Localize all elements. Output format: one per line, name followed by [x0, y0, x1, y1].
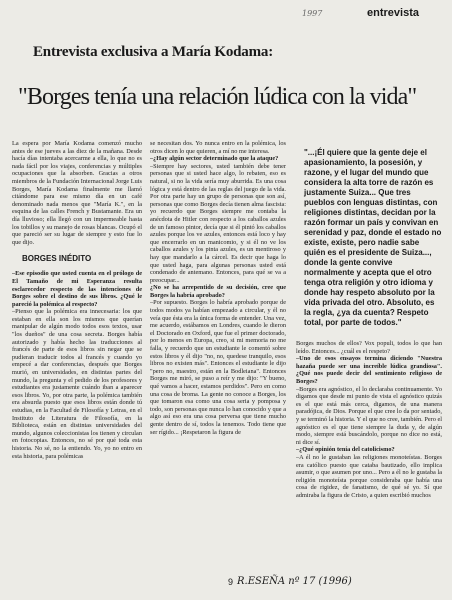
interview-answer: –Pienso que la polémica era innecesaria: los que estaban en ella son los mismos que querían manipular de algún modo todos esos textos, usar "los dueños" de una cosa secreta. Borges había autorizado y había hecho las traducciones al francés de parte de esos libros sin negar que se pudieran traducir todos al francés y cuando yo empecé a dar conferencias, después que Borges murió, en universidades, en distintas partes del mundo, la pregunta y el pedido de los profesores y estudiantes era justamente cuándo iban a aparecer esos libros. Yo, por otra parte, la polémica también era absurda puesto que esos libros están donde tú estudias, en la Facultad de Filosofía y Letras, en el Instituto de Literatura de Filosofía, en la Biblioteca, están en distintas universidades del mundo, algunos coleccionistas los tienen y circulan en fotocopias. Entonces, no sé por qué toda esta historia. No sé, no la entiendo. Yo, yo no entro en esta historia, para polémicas [12, 308, 142, 460]
interview-question: –Uno de esos ensayos termina diciendo "Nuestra hazaña puede ser una increíble lúdica grandiosa". ¿Qué nos puede decir del sentimiento religioso de Borges? [296, 355, 442, 385]
headline: "Borges tenía una relación lúdica con la vida" [18, 84, 417, 110]
interview-answer: –Borges era agnóstico, el lo declaraba continuamente. Yo digamos que desde mi punto de vista el agnóstico quizás es el que está más cerca, digamos, de una manera paradójica, de Dios. Porque el que cree lo da por sentado, y se terminó la historia. Y el que no cree, también. Pero el agnóstico es el que tiene siempre la duda y, de algún modo, siempre está buscándolo, porque no dice no está, ni dice sí. [296, 385, 442, 446]
interview-answer: –Siempre hay sectores, usted también debe tener personas que si usted hace algo, lo rebaten, eso es natural, si no la vida sería muy aburrida. Es una cosa lógica y está dentro de las reglas del juego de la vida. Por otra parte hay un grupo de personas que son así, personas que como Borges decía tienen alma fascista: yo recuerdo que Borges siempre me contaba la anécdota de Hitler con respecto a los caballos azules de un famoso pintor, decía que si él pintó los caballos azules porque los ve azules, entonces está loco y hay que encerrarlo en un manicomio, y si él no ve los caballos azules y los pinta azules, es un mentiroso y hay que mandarlo a la cárcel. Es decir que haga lo que usted haga, para algunas personas usted está condenado de antemano. Entonces, para qué se va a preocupar... [150, 162, 286, 284]
subheading: BORGES INÉDITO [22, 254, 92, 264]
interview-question: –¿Hay algún sector determinado que la ataque? [150, 155, 279, 163]
page-number: 9 [228, 577, 234, 587]
interview-question: ¿No se ha arrepentido de su decisión, cree que Borges la habría aprobado? [150, 284, 286, 299]
article-column-3 [296, 140, 442, 585]
interview-answer: Borges muchos de ellos? Vox populi, todos lo que han leído. Entonces... ¿cuál es el respeto? [296, 340, 442, 355]
article-column-2 [150, 140, 286, 585]
section-label: entrevista [367, 7, 419, 19]
interview-question: –Ese episodio que usted cuenta en el prólogo de El Tamaño de mi Esperanza resulta esclarecedor respecto de las intenciones de Borges sobre el destino de sus libros. ¿Qué le pareció la polémica al respecto? [12, 270, 142, 308]
interview-answer: –Por supuesto. Borges lo habría aprobado porque de todos modos ya habían empezado a circular, y él no veía que ésta era la única forma de entender. Una vez, me acuerdo, estábamos en Londres, cuando le dieron el Doctorado en Oxford, que fue el primer doctorado, por lo menos en Europa, creo, si mi memoria no me falla, y recuerdo que un estudiante le comentó sobre estos libros y él dijo "no, no, quedese tranquilo, esos libros no existen más". Entonces el estudiante le dijo "pero no, maestro, están en la Bodleiana". Entonces Borges me miró, se puso a reír y me dijo: "Y bueno, qué vamos a hacer, estamos perdidos". Pero en como una cosa de broma. La gente no conoce a Borges, los que tomaron esa como una cosa seria y pomposa y todo, son personas que nunca lo han conocido y que a algo así eso era una cosa perversa que tiene mucho gente dentro de sí, todos la tenemos. Todo tiene que ser rígido... ¡Respetaron la figura de [150, 299, 286, 436]
handwritten-year-note: 1997 [302, 9, 323, 18]
interview-question: –¿Qué opinión tenía del catolicismo? [296, 446, 395, 454]
article-column-1 [12, 140, 142, 585]
interview-answer: se necesitan dos. Yo nunca entro en la polémica, los otros dicen lo que quieren, a mí no me interesa. [150, 140, 286, 155]
interview-answer: –A él no le gustaban las religiones monoteístas. Borges era católico puesto que cataba bautizado, ello implica asumir, o que asumen por uno... Pero a él no le gustaba la religión monoteísta porque consideraba que había una cosa de rigidez, de fanatismo, de qué sé yo. Sí que admiraba la figura de Cristo, a quien escribió muchos [296, 453, 442, 499]
pull-quote: "...¡Él quiere que la gente deje el apasionamiento, la posesión, y razone, y el lugar del mundo que considera la alta torre de razón es justamente Suiza... Que tres pueblos con lenguas distintas, con religiones distintas, decidan por la razón formar un país y convivan en serenidad y paz, donde el estado no existe, existe, pero nadie sabe quién es el presidente de Suiza..., donde la gente convive normalmente y acepta que el otro tenga otra religión y otro idioma y donde hay respeto absoluto por la vida privada del otro. Absoluto, es la regla, ¿ya da cuenta? Respeto total, por parte de todos." [304, 148, 442, 327]
lead-paragraph: La espera por María Kodama comenzó mucho antes de ese jueves a las diez de la mañana. Desde hacía días intentaba acercarme a ella, lo que no es nada fácil por los viajes, conferencias y múltiples ocupaciones que la absorben. Gracias a otros miembros de la Fundación Internacional Jorge Luis Borges, María Kodama finalmente me llamó citándome para ese mismo día en un café denominado nada menos que "María K.", en la esquina de las calles French y Bustamante. Era un día lluvioso; ella llegó con un impermeable hasta los tobillos y su manejo de rosas blancas. Ocupó el que pareció ser su lugar de siempre y esto fue lo que dijo. [12, 140, 142, 246]
handwritten-source-note: R.ESEÑA nº 17 (1996) [237, 576, 352, 587]
kicker-heading: Entrevista exclusiva a María Kodama: [33, 44, 273, 60]
